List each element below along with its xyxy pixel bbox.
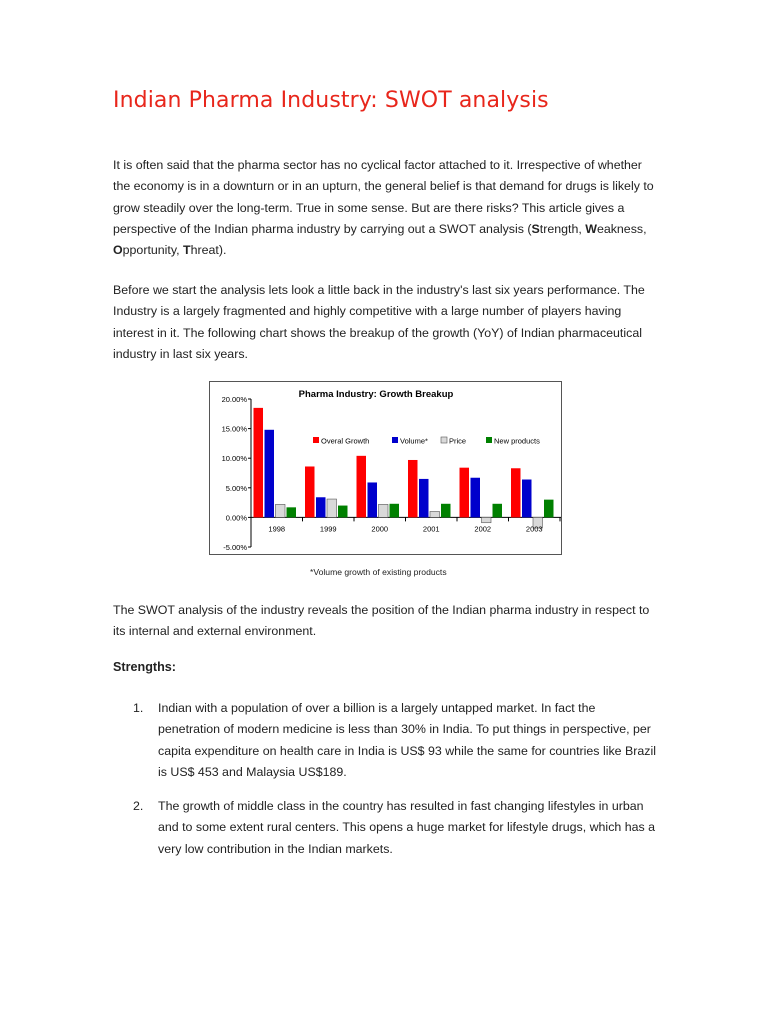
list-text: The growth of middle class in the country has resulted in fast changing lifestyles in urban and to some extent rural centers. This opens a huge market for lifestyle drugs, which has a very low contribution in the Indian markets. bbox=[158, 799, 656, 856]
bar-new-products-2003 bbox=[544, 500, 554, 518]
bar-overal-growth-2001 bbox=[408, 460, 418, 517]
bar-new-products-1999 bbox=[338, 506, 348, 518]
list-text: Indian with a population of over a billion is a largely untapped market. In fact the penetration of modern medicine is less than 30% in India. To put things in perspective, per capita expenditure on health care in India is US$ 93 while the same for countries like Brazil is US$ 453 and Malaysia US$189. bbox=[158, 701, 656, 779]
bar-new-products-2001 bbox=[441, 504, 451, 518]
legend-swatch bbox=[313, 437, 319, 443]
list-number: 2. bbox=[133, 799, 144, 813]
legend-swatch bbox=[392, 437, 398, 443]
y-tick-label: 10.00% bbox=[221, 454, 247, 464]
swot-word-weakness: eakness, bbox=[596, 221, 647, 236]
y-tick-label: 5.00% bbox=[225, 483, 247, 493]
bar-price-2002 bbox=[482, 517, 492, 522]
bar-volume-2000 bbox=[368, 482, 378, 517]
y-tick-label: 15.00% bbox=[221, 424, 247, 434]
swot-letter-w: W bbox=[585, 221, 597, 236]
bar-overal-growth-2003 bbox=[511, 468, 521, 517]
swot-word-opportunity: pportunity, bbox=[122, 243, 184, 258]
history-paragraph: Before we start the analysis lets look a little back in the industry's last six years performance. The Industry is a largely fragmented and highly competitive with a large number of players having interest in it. The following chart shows the breakup of the growth (YoY) of Indian pharmaceutical industry in last six years. bbox=[113, 283, 645, 361]
legend-swatch bbox=[486, 437, 492, 443]
swot-word-threat: hreat). bbox=[190, 243, 227, 258]
legend-label: Price bbox=[449, 436, 467, 446]
x-tick-label: 2000 bbox=[371, 524, 389, 534]
bar-new-products-2000 bbox=[390, 504, 400, 518]
x-tick-label: 2002 bbox=[474, 524, 492, 534]
swot-intro-paragraph: The SWOT analysis of the industry reveals the position of the Indian pharma industry in respect to its internal and external environment. bbox=[113, 603, 650, 639]
growth-chart-svg bbox=[210, 382, 561, 554]
chart-title: Pharma Industry: Growth Breakup bbox=[298, 389, 454, 400]
bar-new-products-1998 bbox=[287, 507, 297, 517]
bar-price-1999 bbox=[327, 499, 337, 517]
x-tick-label: 1998 bbox=[268, 524, 286, 534]
legend-label: Overal Growth bbox=[321, 436, 370, 446]
growth-chart bbox=[209, 381, 562, 555]
bar-new-products-2002 bbox=[493, 504, 503, 518]
legend-label: Volume* bbox=[400, 436, 428, 446]
bar-price-1998 bbox=[276, 504, 286, 517]
bar-overal-growth-2000 bbox=[357, 456, 367, 518]
bar-volume-2002 bbox=[471, 478, 481, 518]
bar-volume-2003 bbox=[522, 480, 532, 518]
list-number: 1. bbox=[133, 701, 144, 715]
swot-letter-o: O bbox=[113, 243, 123, 258]
y-tick-label: 0.00% bbox=[225, 513, 247, 523]
bar-volume-1999 bbox=[316, 497, 326, 517]
bar-volume-2001 bbox=[419, 479, 429, 517]
swot-word-strength: trength, bbox=[539, 221, 586, 236]
swot-letter-t: T bbox=[183, 243, 191, 258]
bar-price-2001 bbox=[430, 511, 440, 517]
swot-letter-s: S bbox=[531, 221, 540, 236]
intro-text: It is often said that the pharma sector has no cyclical factor attached to it. Irrespective of whether the economy is in a downturn or in an upturn, the general belief is that demand for drugs is likely to grow steadily over the long-term. True in some sense. But are there risks? This article gives a perspective of the Indian pharma industry by carrying out a SWOT analysis ( bbox=[113, 158, 654, 236]
legend-swatch bbox=[441, 437, 447, 443]
x-tick-label: 1999 bbox=[319, 524, 337, 534]
strengths-heading: Strengths: bbox=[113, 660, 176, 674]
intro-paragraph bbox=[113, 155, 658, 261]
legend-label: New products bbox=[494, 436, 540, 446]
bar-overal-growth-1998 bbox=[254, 408, 264, 518]
y-tick-label: -5.00% bbox=[223, 543, 247, 552]
bar-overal-growth-2002 bbox=[460, 468, 470, 518]
y-tick-label: 20.00% bbox=[221, 395, 247, 404]
bar-volume-1998 bbox=[265, 430, 275, 518]
page-title: Indian Pharma Industry: SWOT analysis bbox=[113, 88, 549, 113]
bar-price-2000 bbox=[379, 504, 389, 517]
bar-overal-growth-1999 bbox=[305, 466, 315, 517]
x-tick-label: 2003 bbox=[525, 524, 543, 534]
chart-caption: *Volume growth of existing products bbox=[310, 567, 447, 577]
x-tick-label: 2001 bbox=[422, 524, 440, 534]
